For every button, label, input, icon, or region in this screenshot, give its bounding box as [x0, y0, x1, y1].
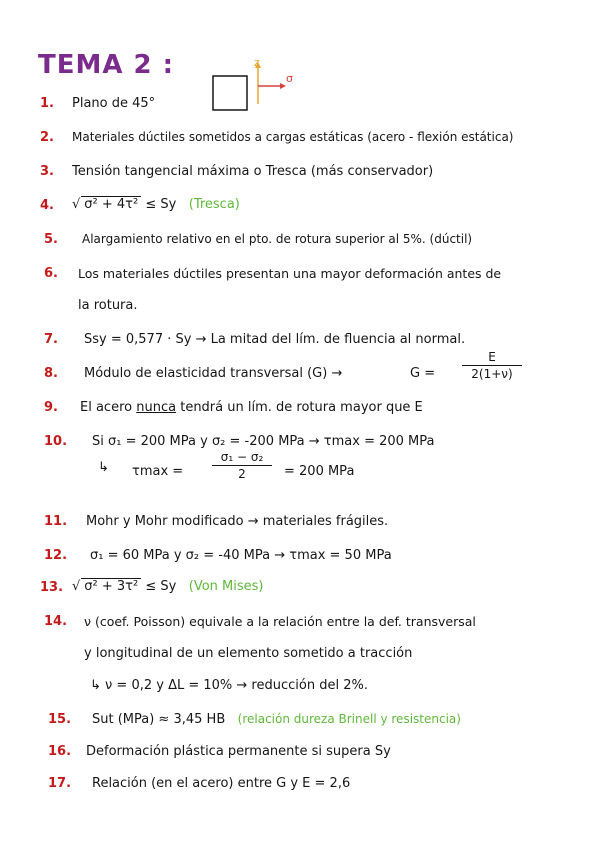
item-text: σ₁ = 60 MPa y σ₂ = -40 MPa → τmax = 50 MPa	[90, 548, 392, 563]
item-text: Materiales dúctiles sometidos a cargas estáticas (acero - flexión estática)	[72, 130, 514, 144]
radicand: σ² + 4τ²	[81, 196, 141, 212]
item-number: 1.	[40, 96, 54, 111]
stress-element-diagram	[210, 56, 300, 116]
tresca-formula: √ σ² + 4τ² ≤ Sy (Tresca)	[72, 197, 240, 212]
item-number: 14.	[44, 614, 68, 629]
formula-lhs: G =	[410, 366, 436, 381]
formula-rhs: = 200 MPa	[284, 464, 355, 479]
item-text: El acero nunca tendrá un lím. de rotura mayor que E	[80, 400, 423, 415]
item-text-continued: la rotura.	[78, 298, 138, 313]
axis-sigma-label: σ	[286, 72, 293, 85]
item-number: 13.	[40, 580, 64, 595]
item-text: ν (coef. Poisson) equivale a la relación entre la def. transversal	[84, 614, 476, 629]
formula-note: (Von Mises)	[188, 579, 264, 594]
fraction-numerator: E	[488, 350, 496, 364]
item-number: 8.	[44, 366, 58, 381]
shear-modulus-fraction	[462, 350, 522, 381]
item-text: Deformación plástica permanente si supera Sy	[86, 744, 391, 759]
fraction-numerator: σ₁ − σ₂	[220, 450, 264, 464]
item-text: Mohr y Mohr modificado → materiales frágiles.	[86, 514, 389, 529]
item-number: 4.	[40, 198, 54, 213]
item-text: Plano de 45°	[72, 96, 156, 111]
item-text: Si σ₁ = 200 MPa y σ₂ = -200 MPa → τmax = 200 MPa	[92, 434, 435, 449]
fraction-denominator: 2	[238, 467, 246, 481]
item-number: 12.	[44, 548, 68, 563]
item-number: 5.	[44, 232, 58, 247]
formula-lhs: τmax =	[132, 464, 184, 479]
axis-z-label: z	[254, 56, 260, 69]
item-number: 16.	[48, 744, 72, 759]
item-number: 17.	[48, 776, 72, 791]
radicand: σ² + 3τ²	[81, 578, 141, 594]
formula-note: (Tresca)	[188, 197, 240, 212]
item-text-continued: y longitudinal de un elemento sometido a tracción	[84, 646, 413, 661]
item-number: 11.	[44, 514, 68, 529]
item-number: 6.	[44, 266, 58, 281]
item-text: Los materiales dúctiles presentan una mayor deformación antes de	[78, 266, 502, 281]
item-text-result: ↳ ν = 0,2 y ΔL = 10% → reducción del 2%.	[90, 678, 368, 693]
formula-rest: ≤ Sy	[145, 197, 177, 212]
item-number: 2.	[40, 130, 54, 145]
item-number: 9.	[44, 400, 58, 415]
item-text: Alargamiento relativo en el pto. de rotura superior al 5%. (dúctil)	[82, 232, 473, 246]
item-number: 10.	[44, 434, 68, 449]
item-text: Sut (MPa) ≈ 3,45 HB (relación dureza Brinell y resistencia)	[92, 712, 461, 727]
fraction-denominator: 2(1+ν)	[471, 367, 513, 381]
item-note: (relación dureza Brinell y resistencia)	[237, 712, 461, 726]
page-title: TEMA 2 :	[38, 50, 175, 80]
von-mises-formula: √ σ² + 3τ² ≤ Sy (Von Mises)	[72, 579, 264, 594]
item-number: 3.	[40, 164, 54, 179]
item-number: 15.	[48, 712, 72, 727]
item-text: Relación (en el acero) entre G y E = 2,6	[92, 776, 351, 791]
underlined-word: nunca	[136, 400, 177, 415]
tau-max-fraction	[212, 450, 272, 481]
item-text: Tensión tangencial máxima o Tresca (más conservador)	[72, 164, 434, 179]
sub-arrow: ↳	[98, 460, 109, 475]
item-text: Módulo de elasticidad transversal (G) →	[84, 366, 343, 381]
item-text: Ssy = 0,577 · Sy → La mitad del lím. de fluencia al normal.	[84, 332, 466, 347]
formula-rest: ≤ Sy	[145, 579, 177, 594]
item-number: 7.	[44, 332, 58, 347]
element-square	[213, 76, 247, 110]
